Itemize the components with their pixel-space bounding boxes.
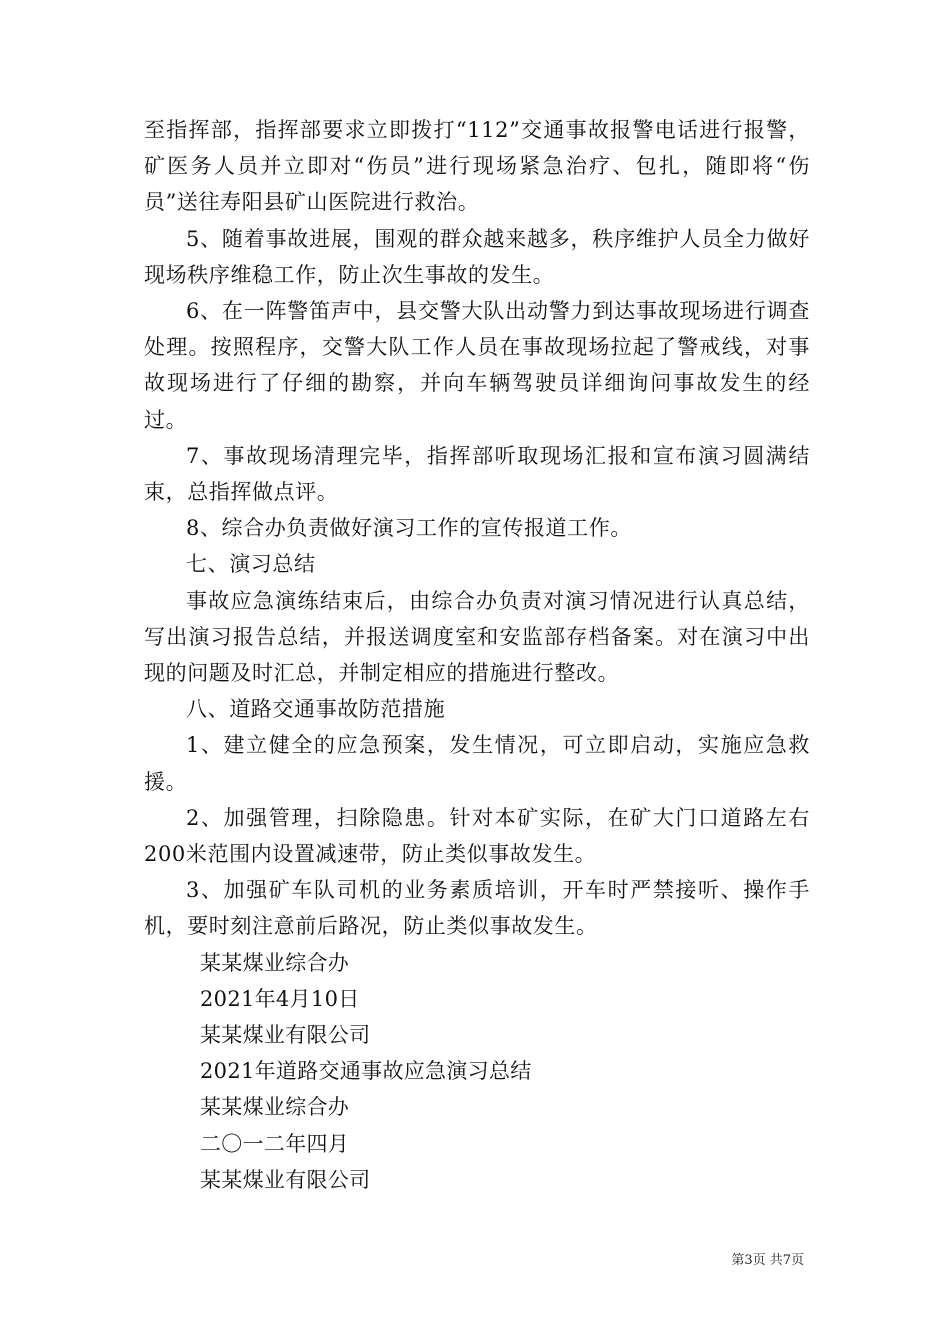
paragraph-11: 3、加强矿车队司机的业务素质培训，开车时严禁接听、操作手机，要时刻注意前后路况，防止类似事故发生。 xyxy=(144,878,810,939)
signature-line-7: 某某煤业有限公司 xyxy=(200,1167,371,1192)
signature-line-5: 某某煤业综合办 xyxy=(200,1095,350,1120)
paragraph-5: 8、综合办负责做好演习工作的宣传报道工作。 xyxy=(186,516,632,541)
paragraph-2: 5、随着事故进展，围观的群众越来越多，秩序维护人员全力做好现场秩序维稳工作，防止次生事故的发生。 xyxy=(144,226,810,287)
signature-line-4: 2021年道路交通事故应急演习总结 xyxy=(200,1059,532,1084)
paragraph-4: 7、事故现场清理完毕，指挥部听取现场汇报和宣布演习圆满结束，总指挥做点评。 xyxy=(144,443,810,505)
paragraph-7: 事故应急演练结束后，由综合办负责对演习情况进行认真总结，写出演习报告总结，并报送调度室和安监部存档备案。对在演习中出现的问题及时汇总，并制定相应的措施进行整改。 xyxy=(144,588,810,686)
signature-line-3: 某某煤业有限公司 xyxy=(200,1023,371,1048)
signature-line-1: 某某煤业综合办 xyxy=(200,950,350,975)
signature-line-6: 二〇一二年四月 xyxy=(200,1131,350,1156)
signature-line-2: 2021年4月10日 xyxy=(200,986,360,1011)
paragraph-10: 2、加强管理，扫除隐患。针对本矿实际，在矿大门口道路左右200米范围内设置减速带，防止类似事故发生。 xyxy=(144,805,810,867)
paragraph-3: 6、在一阵警笛声中，县交警大队出动警力到达事故现场进行调查处理。按照程序，交警大队工作人员在事故现场拉起了警戒线，对事故现场进行了仔细的勘察，并向车辆驾驶员详细询问事故发生的经过。 xyxy=(144,299,810,432)
section-heading-summary: 七、演习总结 xyxy=(186,552,316,577)
document-body xyxy=(144,112,810,1198)
page-number: 第3页 共7页 xyxy=(731,1253,804,1268)
paragraph-9: 1、建立健全的应急预案，发生情况，可立即启动，实施应急救援。 xyxy=(144,733,810,794)
paragraph-1: 至指挥部，指挥部要求立即拨打“112”交通事故报警电话进行报警，矿医务人员并立即对“伤员”进行现场紧急治疗、包扎，随即将“伤员”送往寿阳县矿山医院进行救治。 xyxy=(144,118,810,215)
section-heading-measures: 八、道路交通事故防范措施 xyxy=(186,697,446,722)
